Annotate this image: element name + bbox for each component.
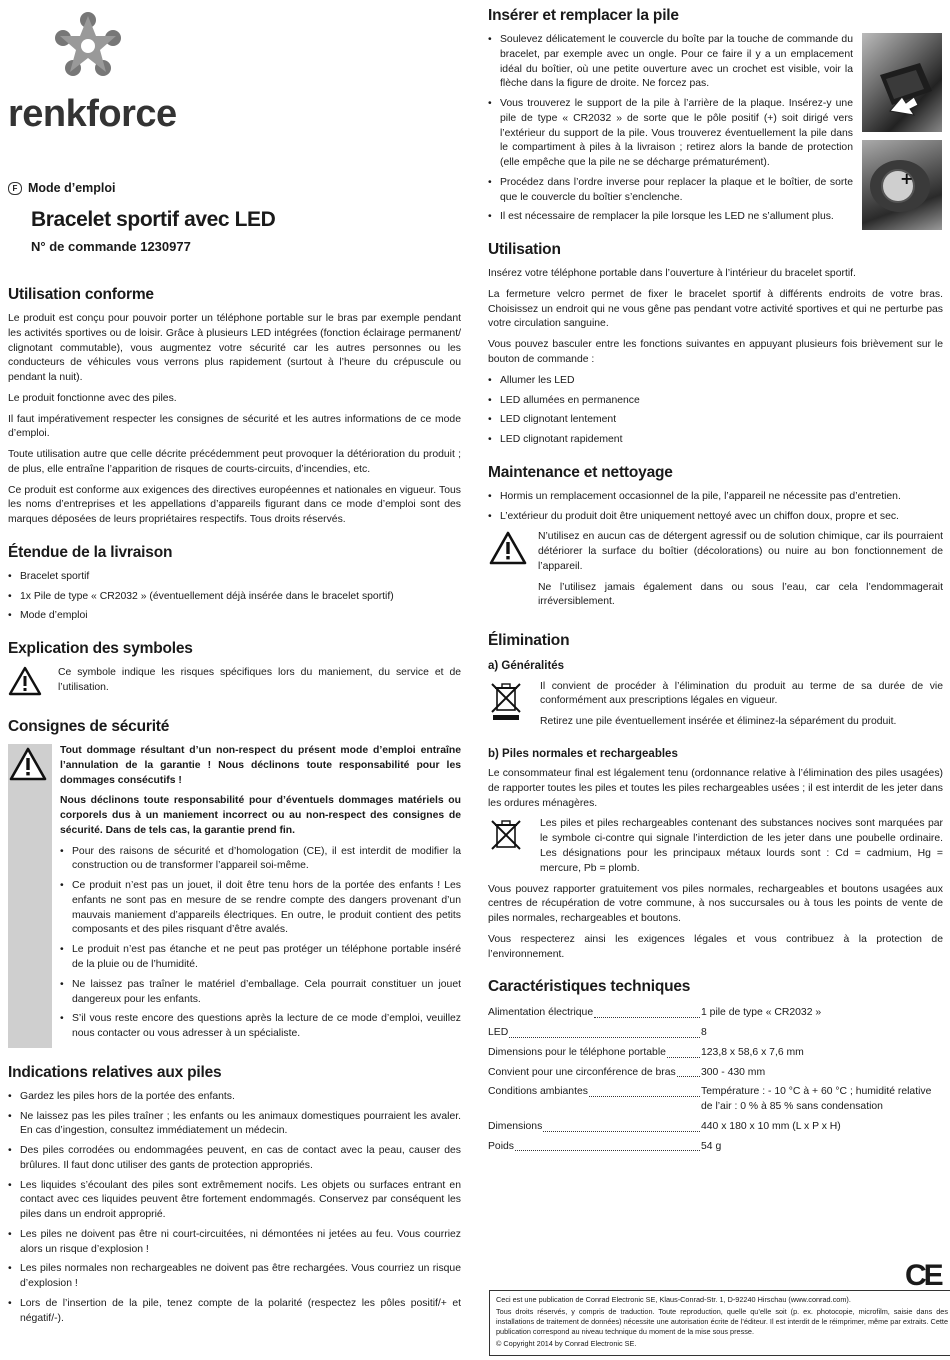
section-heading: Explication des symboles bbox=[8, 640, 193, 658]
section-heading: Maintenance et nettoyage bbox=[488, 463, 673, 481]
section-heading: Consignes de sécurité bbox=[8, 718, 170, 736]
paragraph: Vous respecterez ainsi les exigences légales et vous contribuez à la protection de l’environnement. bbox=[488, 933, 943, 960]
crossed-bin-icon bbox=[488, 680, 530, 736]
paragraph: Retirez une pile éventuellement insérée et éliminez-la séparément du produit. bbox=[540, 716, 897, 728]
paragraph: Insérez votre téléphone portable dans l’ouverture à l’intérieur du bracelet sportif. bbox=[488, 268, 856, 280]
maintenance-warning bbox=[488, 530, 943, 616]
section-heading: Élimination bbox=[488, 632, 570, 650]
paragraph: Il faut impérativement respecter les consignes de sécurité et les autres informations de ce mode d’emploi. bbox=[8, 413, 461, 440]
safety-list bbox=[60, 845, 461, 1042]
list-item: • Gardez les piles hors de la portée des enfants. bbox=[8, 1090, 461, 1105]
list-item: • Lors de l’insertion de la pile, tenez compte de la polarité (respectez les pôles positif/+ et négatif/-). bbox=[8, 1297, 461, 1327]
list-item: • L’extérieur du produit doit être uniquement nettoyé avec un chiffon doux, propre et sec. bbox=[488, 510, 943, 525]
function-list bbox=[488, 374, 943, 448]
table-row bbox=[488, 1044, 943, 1064]
paragraph: N’utilisez en aucun cas de détergent agressif ou de solution chimique, car ils pourraient détériorer la surface du boîtier (décolorations) ou nuire au bon fonctionnement de l’appareil. bbox=[538, 531, 943, 572]
order-number: N° de commande 1230977 bbox=[31, 239, 191, 254]
section-heading: Insérer et remplacer la pile bbox=[488, 7, 679, 24]
svg-text:+: + bbox=[900, 169, 914, 188]
delivery-list bbox=[8, 570, 461, 624]
section-heading: Caractéristiques techniques bbox=[488, 978, 691, 996]
spec-label: Convient pour une circonférence de bras bbox=[488, 1066, 676, 1078]
paragraph: Toute utilisation autre que celle décrite précédemment peut provoquer la détérioration du produit ; de plus, elle entraîne l’apparition de risques de courts-circuits, d’incendies, etc. bbox=[8, 449, 461, 475]
spec-label: Dimensions bbox=[488, 1120, 543, 1132]
list-item: • S’il vous reste encore des questions après la lecture de ce mode d’emploi, veuillez nous contacter ou vous adresser à un spécialiste. bbox=[60, 1012, 461, 1042]
symbol-explanation bbox=[8, 666, 461, 702]
table-row bbox=[488, 1024, 943, 1044]
crossed-bin-icon bbox=[488, 817, 530, 882]
list-item: • Pour des raisons de sécurité et d’homologation (CE), il est interdit de modifier la construction ou de transformer l’appareil soi-même. bbox=[60, 845, 461, 875]
paragraph: Le consommateur final est légalement tenu (ordonnance relative à l’élimination des piles usagées) de rapporter toutes les piles et toutes les piles rechargeables usées ; il est interdit de les jeter dans les ordures ménagères. bbox=[488, 768, 943, 809]
left-column bbox=[8, 284, 461, 1333]
publisher-footer bbox=[489, 1290, 950, 1356]
spec-value: 440 x 180 x 10 mm (L x P x H) bbox=[701, 1120, 841, 1132]
warning-triangle-icon bbox=[8, 746, 48, 782]
maintenance-list bbox=[488, 490, 943, 525]
page-title: Bracelet sportif avec LED bbox=[31, 208, 276, 231]
spec-value: Température : - 10 °C à + 60 °C ; humidité relative de l’air : 0 % à 85 % sans condensation bbox=[701, 1086, 932, 1113]
footer-line: © Copyright 2014 by Conrad Electronic SE. bbox=[496, 1339, 637, 1349]
battery-list bbox=[8, 1090, 461, 1327]
battery-cover-photo bbox=[862, 33, 942, 132]
spec-label: Alimentation électrique bbox=[488, 1007, 594, 1019]
battery-holder-photo bbox=[862, 140, 942, 230]
list-item: • Les liquides s’écoulant des piles sont extrêmement nocifs. Les objets ou surfaces entrant en contact avec ces liquides peuvent être fortement endommagés. Conservez par conséquent les piles dans un endroit approprié. bbox=[8, 1179, 461, 1223]
battery-disposal bbox=[488, 817, 943, 882]
paragraph: La fermeture velcro permet de fixer le bracelet sportif à différents endroits de votre bras. Choisissez un endroit qui ne vous gêne pas pendant votre activité sportives et qui ne perturbe pas votre circulation sanguine. bbox=[488, 288, 943, 330]
ce-mark: CE bbox=[905, 1259, 941, 1292]
list-item: • LED clignotant rapidement bbox=[488, 433, 943, 448]
section-heading: Indications relatives aux piles bbox=[8, 1063, 222, 1081]
list-item: • Soulevez délicatement le couvercle du boîte par la touche de commande du bracelet, par exemple avec un ongle. Pour ce faire il y a un emplacement idéal du boîtier, où une petite ouverture avec un crochet est visible, voir la flèche dans la figure de droite. Ne forcez pas. bbox=[488, 33, 853, 92]
safety-block bbox=[8, 744, 461, 1048]
spec-label: Poids bbox=[488, 1140, 514, 1152]
list-item: • 1x Pile de type « CR2032 » (éventuellement déjà insérée dans le bracelet sportif) bbox=[8, 590, 461, 605]
subsection-heading: b) Piles normales et rechargeables bbox=[488, 747, 678, 760]
paragraph: Le produit fonctionne avec des piles. bbox=[8, 392, 177, 404]
paragraph: Les piles et piles rechargeables contenant des substances nocives sont marquées par le symbole ci-contre qui signale l’interdiction de les jeter dans une poubelle ordinaire. Les désignations pour les principaux métaux lourds sont : Cd = cadmium, Hg = mercure, Pb = plomb. bbox=[540, 818, 943, 874]
paragraph: Vous pouvez rapporter gratuitement vos piles normales, rechargeables et boutons usagées aux centres de récupération de votre commune, à nos succursales ou à tous les points de vente de piles normales, rechargeables et boutons. bbox=[488, 883, 943, 925]
list-item: • Les piles ne doivent pas être ni court-circuitées, ni démontées ni jetées au feu. Vous courriez alors un risque d’explosion ! bbox=[8, 1228, 461, 1258]
paragraph: Ce symbole indique les risques spécifiques lors du maniement, du service et de l’utilisation. bbox=[58, 667, 461, 694]
paragraph: Ce produit est conforme aux exigences des directives européennes et nationales en vigueur. Tous les noms d’entreprises et les appellations d’appareils figurant dans ce mode d’emploi sont des marques déposées de leurs propriétaires respectifs. Tous droits réservés. bbox=[8, 484, 461, 526]
spec-value: 300 - 430 mm bbox=[701, 1066, 766, 1078]
list-item: • Bracelet sportif bbox=[8, 570, 461, 585]
table-row bbox=[488, 1138, 943, 1158]
language-badge: F bbox=[8, 182, 22, 195]
specs-table bbox=[488, 1004, 943, 1157]
table-row bbox=[488, 1064, 943, 1084]
list-item: • Ne laissez pas traîner le matériel d’emballage. Cela pourrait constituer un jouet dangereux pour les enfants. bbox=[60, 978, 461, 1008]
list-item: • Procédez dans l’ordre inverse pour replacer la plaque et le boîtier, de sorte que le couvercle du boîtier s’enclenche. bbox=[488, 176, 853, 206]
spec-value: 123,8 x 58,6 x 7,6 mm bbox=[701, 1046, 804, 1058]
spec-label: Conditions ambiantes bbox=[488, 1086, 588, 1098]
list-item: • LED clignotant lentement bbox=[488, 413, 943, 428]
mode-label: Mode d’emploi bbox=[28, 181, 116, 195]
renkforce-logo bbox=[8, 8, 178, 133]
spec-value: 1 pile de type « CR2032 » bbox=[701, 1007, 822, 1019]
mode-line bbox=[8, 180, 116, 198]
section-heading: Utilisation bbox=[488, 241, 561, 259]
list-item: • Vous trouverez le support de la pile à l’arrière de la plaque. Insérez-y une pile de type « CR2032 » de sorte que le pôle positif (+) soit dirigé vers l’extérieur du support de la pile. Vous trouverez éventuellement la pile dans le compartiment à piles à la livraison ; retirez alors la bande de protection (elle empêche que la pile ne se décharge prématurément). bbox=[488, 97, 853, 171]
footer-line: Tous droits réservés, y compris de traduction. Toute reproduction, quelle qu’elle soit (p. ex. photocopie, microfilm, saisie dans des installations de traitement de données) nécessite une autorisation écrite de l’éditeur. Il est interdit de le réimprimer, même par extraits. Cette publication correspond au niveau technique du moment de la mise sous presse. bbox=[496, 1307, 948, 1337]
table-row bbox=[488, 1004, 943, 1024]
table-row bbox=[488, 1118, 943, 1138]
safety-sidebar bbox=[8, 744, 52, 1048]
list-item: • Le produit n’est pas étanche et ne peut pas protéger un téléphone portable inséré de la pluie ou de l’humidité. bbox=[60, 943, 461, 973]
section-heading: Utilisation conforme bbox=[8, 286, 154, 303]
footer-line: Ceci est une publication de Conrad Electronic SE, Klaus-Conrad-Str. 1, D-92240 Hirschau (www.conrad.com). bbox=[496, 1295, 851, 1304]
section-heading: Étendue de la livraison bbox=[8, 543, 173, 561]
spec-label: LED bbox=[488, 1027, 509, 1039]
table-row bbox=[488, 1083, 943, 1118]
warning-triangle-icon bbox=[8, 666, 48, 702]
warning-triangle-icon bbox=[488, 530, 528, 616]
spec-label: Dimensions pour le téléphone portable bbox=[488, 1046, 666, 1058]
list-item: • Hormis un remplacement occasionnel de la pile, l’appareil ne nécessite pas d’entretien. bbox=[488, 490, 943, 505]
paragraph: Nous déclinons toute responsabilité pour d’éventuels dommages matériels ou corporels dus à un maniement incorrect ou au non-respect des consignes de sécurité. Dans de tels cas, la garantie prend fin. bbox=[60, 795, 461, 836]
list-item: • LED allumées en permanence bbox=[488, 394, 943, 409]
list-item: • Ce produit n’est pas un jouet, il doit être tenu hors de la portée des enfants ! Les enfants ne sont pas en mesure de se rendre compte des dangers provenant d’un mauvais maniement d’appareils électriques. En outre, le produit contient des petits composants et des piles risquant d’être avalés. bbox=[60, 879, 461, 938]
subsection-heading: a) Généralités bbox=[488, 660, 565, 673]
paragraph: Le produit est conçu pour pouvoir porter un téléphone portable sur le bras par exemple pendant les activités sportives ou de loisir. Grâce à plusieurs LED intégrées (fonction éclairage permanent/ clignotant commutable), vous augmentez votre sécurité car les autres personnes ou les conducteurs de véhicules vous verrons plus rapidement (surtout à l’heure du crépuscule ou pendant la nuit). bbox=[8, 313, 461, 384]
logo-star-icon bbox=[8, 8, 178, 88]
list-item: • Des piles corrodées ou endommagées peuvent, en cas de contact avec la peau, causer des brûlures. Il faut donc utiliser des gants de protection appropriés. bbox=[8, 1144, 461, 1174]
list-item: • Ne laissez pas les piles traîner ; les enfants ou les animaux domestiques pourraient les avaler. En cas d’ingestion, consultez immédiatement un médecin. bbox=[8, 1110, 461, 1140]
paragraph: Il convient de procéder à l’élimination du produit au terme de sa durée de vie conformément aux prescriptions légales en vigueur. bbox=[540, 680, 943, 707]
paragraph: Vous pouvez basculer entre les fonctions suivantes en appuyant plusieurs fois brièvement sur le bouton de commande : bbox=[488, 339, 943, 366]
disposal-general bbox=[488, 680, 943, 736]
brand-name: renkforce bbox=[8, 93, 177, 135]
spec-value: 8 bbox=[701, 1027, 707, 1039]
list-item: • Il est nécessaire de remplacer la pile lorsque les LED ne s’allument plus. bbox=[488, 210, 853, 225]
list-item: • Les piles normales non rechargeables ne doivent pas être rechargées. Vous courriez un risque d’explosion ! bbox=[8, 1262, 461, 1292]
paragraph: Ne l’utilisez jamais également dans ou sous l’eau, car cela l’endommagerait irréversiblement. bbox=[538, 581, 943, 608]
list-item: • Mode d’emploi bbox=[8, 609, 461, 624]
spec-value: 54 g bbox=[701, 1140, 722, 1152]
insert-battery-list bbox=[488, 33, 853, 225]
paragraph: Tout dommage résultant d’un non-respect du présent mode d’emploi entraîne l’annulation de la garantie ! Nous déclinons toute responsabilité pour les dommages consécutifs ! bbox=[60, 745, 461, 786]
list-item: • Allumer les LED bbox=[488, 374, 943, 389]
